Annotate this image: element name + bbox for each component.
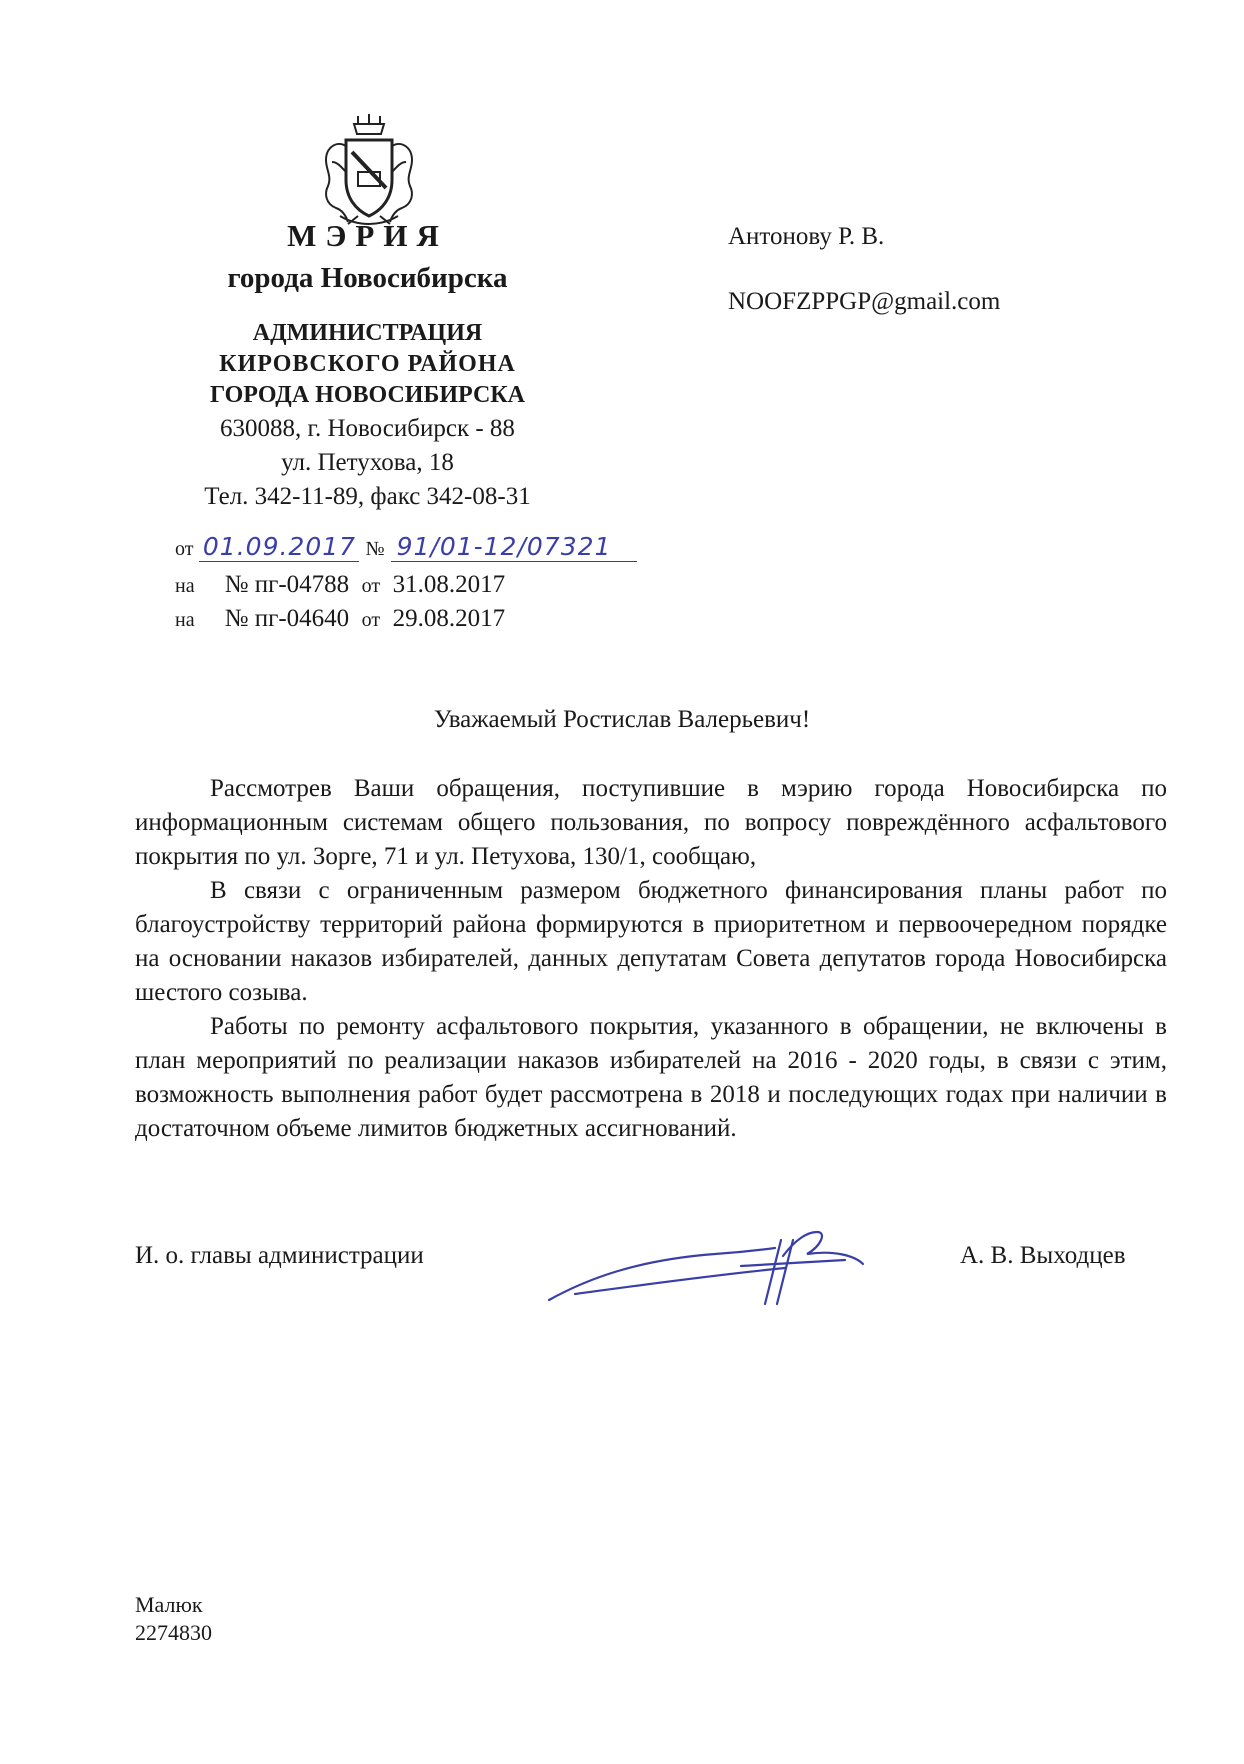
outgoing-registration	[175, 532, 637, 562]
ref-number: № пг-04640	[224, 605, 350, 632]
paragraph: В связи с ограниченным размером бюджетного финансирования планы работ по благоустройству территорий района формируются в приоритетном и первоочередном порядке на основании наказов избирателей, данных депутатам Совета депутатов города Новосибирска шестого созыва.	[135, 877, 1167, 1006]
signatory-name: А. В. Выходцев	[960, 1242, 1126, 1269]
ref-from-label: от	[361, 575, 381, 597]
executor-phone: 2274830	[135, 1620, 212, 1645]
city-coat-of-arms-icon	[318, 112, 420, 230]
ref-on-label: на	[175, 575, 195, 597]
executor-name: Малюк	[135, 1592, 203, 1617]
handwritten-number: 91/01-12/07321	[391, 532, 637, 562]
ref-date: 29.08.2017	[392, 605, 506, 632]
reference-line	[175, 571, 505, 599]
greeting: Уважаемый Ростислав Валерьевич!	[433, 706, 811, 733]
addressee-email: NOOFZPPGP@gmail.com	[728, 288, 1001, 315]
ref-from-label: от	[361, 609, 381, 631]
from-label: от	[175, 538, 194, 560]
ref-date: 31.08.2017	[392, 571, 506, 598]
number-label: №	[365, 538, 385, 560]
ref-number: № пг-04788	[224, 571, 350, 598]
letterhead-address-line2: ул. Петухова, 18	[281, 449, 454, 476]
signatory-title: И. о. главы администрации	[135, 1242, 424, 1269]
letterhead-admin-line3: ГОРОДА НОВОСИБИРСКА	[209, 382, 526, 408]
letterhead-address-line3: Тел. 342-11-89, факс 342-08-31	[204, 483, 531, 510]
paragraph: Рассмотрев Ваши обращения, поступившие в мэрию города Новосибирска по информационным системам общего пользования, по вопросу повреждённого асфальтового покрытия по ул. Зорге, 71 и ул. Петухова, 130/1, сообщаю,	[135, 775, 1167, 870]
letterhead-org: МЭРИЯ	[287, 218, 448, 253]
letterhead-city: города Новосибирска	[227, 262, 508, 294]
letterhead-address-line1: 630088, г. Новосибирск - 88	[220, 415, 515, 442]
handwritten-date: 01.09.2017	[199, 532, 359, 562]
addressee-name: Антонову Р. В.	[728, 223, 885, 250]
letterhead-admin-line2: КИРОВСКОГО РАЙОНА	[219, 351, 516, 377]
handwritten-signature	[545, 1220, 885, 1310]
paragraph: Работы по ремонту асфальтового покрытия, указанного в обращении, не включены в план мероприятий по реализации наказов избирателей на 2016 - 2020 годы, в связи с этим, возможность выполнения работ будет рассмотрена в 2018 и последующих годах при наличии в достаточном объеме лимитов бюджетных ассигнований.	[135, 1013, 1167, 1142]
letter-body	[135, 772, 1167, 1146]
ref-on-label: на	[175, 609, 195, 631]
letterhead-admin-line1: АДМИНИСТРАЦИЯ	[252, 320, 483, 346]
reference-line	[175, 605, 505, 633]
